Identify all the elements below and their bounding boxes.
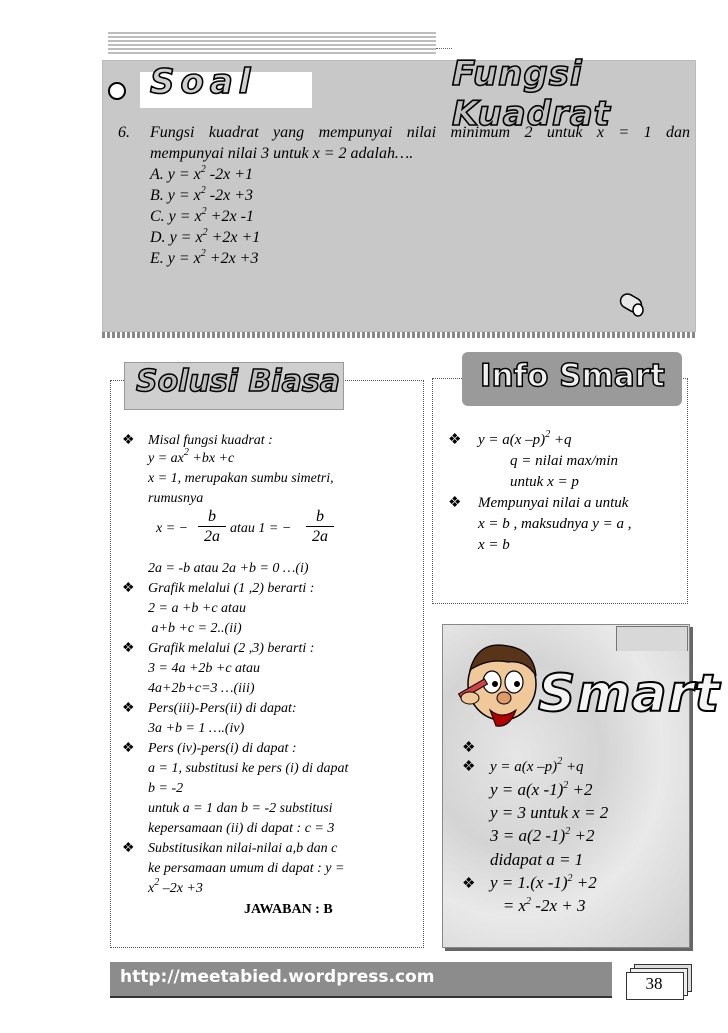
question-number: 6. [118, 124, 130, 141]
solution-line: a+b +c = 2..(ii) [148, 621, 242, 636]
solution-line: b = -2 [148, 781, 184, 796]
smart-line: 3 = a(2 -1)$^2$ +2 [490, 826, 595, 845]
topic-title: Fungsi Kuadrat [452, 54, 611, 134]
circle-icon [108, 82, 126, 100]
info-line: q = nilai max/min [510, 453, 619, 469]
solution-line: 3 = 4a +2b +c atau [148, 661, 260, 676]
smart-line: ❖ [462, 740, 476, 756]
info-line: ❖ Mempunyai nilai a untuk [448, 495, 629, 511]
answer-label: JAWABAN : B [244, 902, 333, 917]
solution-line: $y = ax^2 +bx +c$ [148, 447, 235, 466]
formula-middle: atau 1 = − [230, 521, 292, 536]
info-line: x = b [478, 537, 510, 553]
question-line-1: Fungsi kuadrat yang mempunyai nilai minimum 2 untuk x = 1 dan [150, 124, 690, 141]
solution-line: ❖ Pers(iii)-Pers(ii) di dapat: [122, 701, 297, 716]
scroll-icon [618, 290, 648, 320]
solution-line: ❖ Substitusikan nilai-nilai a,b dan c [122, 841, 338, 856]
solution-line: a = 1, substitusi ke pers (i) di dapat [148, 761, 349, 776]
solution-line: ❖ Pers (iv)-pers(i) di dapat : [122, 741, 297, 756]
smart-title: Smart [538, 664, 721, 724]
solution-line: x = 1, merupakan sumbu simetri, [148, 471, 334, 486]
solution-line: $x^2$ –2x +3 [148, 877, 203, 896]
solution-line: 4a+2b+c=3 …(iii) [148, 681, 255, 696]
option-c: C. $y = x^2 +2x$ -1 [150, 206, 254, 225]
smart-line: ❖ y = 1.(x -1)$^2$ +2 [462, 873, 597, 892]
info-line: untuk x = p [510, 474, 579, 490]
solution-line: 3a +b = 1 ….(iv) [148, 721, 245, 736]
solution-line: 2 = a +b +c atau [148, 601, 246, 616]
solution-line: ❖ Grafik melalui (1 ,2) berarti : [122, 581, 315, 596]
smart-line: y = 3 untuk x = 2 [490, 803, 609, 822]
solution-line: 2a = -b atau 2a +b = 0 …(i) [148, 561, 309, 576]
smart-line: ❖ y = a(x –p)$^2$ +q [462, 756, 584, 775]
option-b: B. $y = x^2$ -2x +3 [150, 185, 254, 204]
option-e: E. $y = x^2 +2x +3$ [150, 248, 259, 267]
solution-line: kepersamaan (ii) di dapat : c = 3 [148, 821, 335, 836]
solution-title: Solusi Biasa [136, 364, 340, 399]
solution-line: untuk a = 1 dan b = -2 substitusi [148, 801, 333, 816]
option-a: A. $y = x^2$ -2x +1 [150, 164, 254, 183]
page-number: 38 [645, 974, 663, 993]
fraction-numerator: b [198, 508, 226, 527]
fraction-denominator: 2a [204, 528, 220, 545]
solution-line: ke persamaan umum di dapat : y = [148, 861, 345, 876]
footer-url[interactable]: http://meetabied.wordpress.com [120, 967, 435, 987]
header-dotted-line [436, 48, 452, 49]
fraction-denominator: 2a [312, 528, 328, 545]
smart-line: = $x^2$ -2x + 3 [490, 896, 586, 915]
smart-line: y = a(x -1)$^2$ +2 [490, 780, 593, 799]
info-line: ❖ y = a(x –p)$^2$ +q [448, 429, 572, 448]
section-title: Soal [150, 62, 257, 102]
option-d: D. $y = x^2 +2x +1$ [150, 227, 261, 246]
formula-left: x = − [156, 521, 189, 536]
fraction-numerator: b [306, 508, 334, 527]
solution-line: ❖ Grafik melalui (2 ,3) berarti : [122, 641, 315, 656]
solution-line: ❖ Misal fungsi kuadrat : [122, 433, 273, 448]
thinking-face-icon [448, 640, 552, 748]
smart-folder-tab [616, 626, 688, 651]
panel-shadow-line [102, 332, 696, 338]
header-stripe [108, 32, 436, 54]
info-title: Info Smart [480, 358, 665, 394]
info-line: x = b , maksudnya y = a , [478, 516, 632, 532]
solution-line: rumusnya [148, 491, 204, 506]
smart-line: didapat a = 1 [490, 850, 584, 869]
question-line-2: mempunyai nilai 3 untuk x = 2 adalah…. [150, 145, 414, 162]
